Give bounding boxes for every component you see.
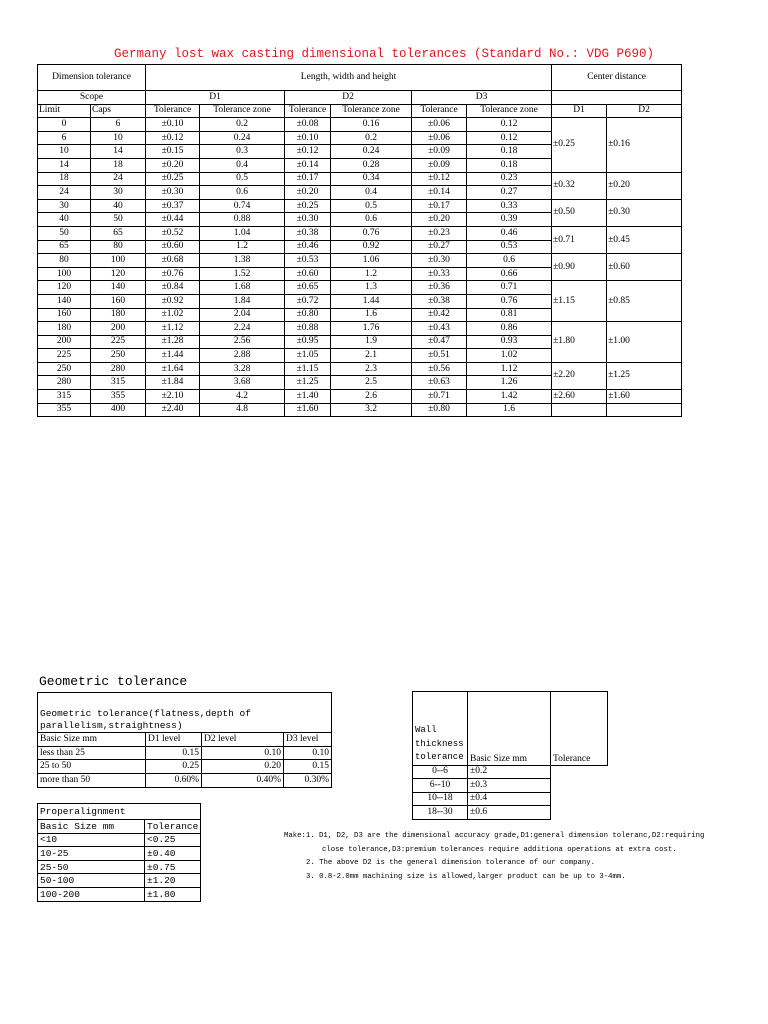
table-row — [38, 254, 682, 268]
geo-col-d1: D1 level — [146, 733, 202, 747]
prop-col-tol: Tolerance — [145, 820, 201, 834]
center-d1-cell: ±0.32 — [552, 172, 607, 199]
center-d1-cell: ±0.71 — [552, 226, 607, 253]
prop-basic-cell: 10-25 — [38, 847, 145, 861]
header-caps: Caps — [91, 104, 146, 118]
d3-tolerance-cell: ±0.56 — [412, 362, 467, 376]
caps-cell: 200 — [91, 322, 146, 336]
geo-header-line2: parallelism,straightness) — [38, 720, 332, 733]
limit-cell: 6 — [38, 131, 91, 145]
note-3: 3. 0.8-2.0mm machining size is allowed,larger product can be up to 3-4mm. — [306, 872, 626, 881]
prop-basic-cell: <10 — [38, 833, 145, 847]
d2-zone-cell: 0.34 — [331, 172, 412, 186]
d3-tolerance-cell: ±0.30 — [412, 254, 467, 268]
caps-cell: 30 — [91, 186, 146, 200]
d2-zone-cell: 0.5 — [331, 199, 412, 213]
d2-tolerance-cell: ±0.08 — [285, 118, 331, 132]
geo-col-d2: D2 level — [202, 733, 284, 747]
d1-tolerance-cell: ±0.15 — [146, 145, 200, 159]
d1-tolerance-cell: ±1.28 — [146, 335, 200, 349]
header-d1-zone: Tolerance zone — [200, 104, 285, 118]
d2-tolerance-cell: ±0.60 — [285, 267, 331, 281]
note-1-cont: close tolerance,D3:premium tolerances require additiona operations at extra cost. — [322, 845, 677, 854]
center-d2-cell: ±0.16 — [607, 118, 682, 172]
geo-d1-cell: 0.60% — [146, 773, 202, 787]
d2-tolerance-cell: ±0.10 — [285, 131, 331, 145]
d1-zone-cell: 1.68 — [200, 281, 285, 295]
center-d1-cell: ±1.15 — [552, 281, 607, 322]
geo-d1-cell: 0.15 — [146, 746, 202, 760]
d2-tolerance-cell: ±1.25 — [285, 376, 331, 390]
caps-cell: 65 — [91, 226, 146, 240]
header-d2-zone: Tolerance zone — [331, 104, 412, 118]
d2-zone-cell: 0.16 — [331, 118, 412, 132]
proper-alignment-table — [37, 803, 201, 902]
d3-tolerance-cell: ±0.43 — [412, 322, 467, 336]
d3-zone-cell: 0.18 — [467, 145, 552, 159]
d3-zone-cell: 1.42 — [467, 390, 552, 404]
d1-tolerance-cell: ±1.02 — [146, 308, 200, 322]
limit-cell: 50 — [38, 226, 91, 240]
d1-zone-cell: 3.68 — [200, 376, 285, 390]
caps-cell: 355 — [91, 390, 146, 404]
center-d1-cell: ±1.80 — [552, 322, 607, 363]
geo-d2-cell: 0.10 — [202, 746, 284, 760]
prop-tol-cell: ±1.80 — [145, 887, 201, 901]
d3-tolerance-cell: ±0.20 — [412, 213, 467, 227]
d1-tolerance-cell: ±2.40 — [146, 403, 200, 417]
center-d1-cell: ±0.90 — [552, 254, 607, 281]
wall-col-tol: Tolerance — [551, 692, 608, 766]
d1-tolerance-cell: ±1.44 — [146, 349, 200, 363]
caps-cell: 225 — [91, 335, 146, 349]
d2-zone-cell: 1.76 — [331, 322, 412, 336]
d2-zone-cell: 0.92 — [331, 240, 412, 254]
d1-tolerance-cell: ±0.60 — [146, 240, 200, 254]
geo-header-line1: Geometric tolerance(flatness,depth of — [38, 693, 332, 720]
caps-cell: 18 — [91, 158, 146, 172]
wall-tol-cell: ±0.4 — [468, 792, 551, 806]
limit-cell: 120 — [38, 281, 91, 295]
table-row — [38, 746, 332, 760]
wall-basic-cell: 10--18 — [413, 792, 468, 806]
d1-zone-cell: 4.2 — [200, 390, 285, 404]
limit-cell: 10 — [38, 145, 91, 159]
table-row — [38, 362, 682, 376]
d3-zone-cell: 0.18 — [467, 158, 552, 172]
caps-cell: 40 — [91, 199, 146, 213]
header-d3: D3 — [412, 91, 552, 105]
d2-tolerance-cell: ±0.20 — [285, 186, 331, 200]
d1-zone-cell: 2.04 — [200, 308, 285, 322]
d3-tolerance-cell: ±0.14 — [412, 186, 467, 200]
d1-tolerance-cell: ±0.10 — [146, 118, 200, 132]
d2-tolerance-cell: ±0.46 — [285, 240, 331, 254]
d1-zone-cell: 1.2 — [200, 240, 285, 254]
d3-tolerance-cell: ±0.33 — [412, 267, 467, 281]
wall-basic-cell: 0--6 — [413, 765, 468, 779]
d2-zone-cell: 2.3 — [331, 362, 412, 376]
d1-tolerance-cell: ±1.12 — [146, 322, 200, 336]
limit-cell: 40 — [38, 213, 91, 227]
d3-zone-cell: 0.23 — [467, 172, 552, 186]
caps-cell: 315 — [91, 376, 146, 390]
limit-cell: 0 — [38, 118, 91, 132]
d2-zone-cell: 1.3 — [331, 281, 412, 295]
d3-zone-cell: 0.33 — [467, 199, 552, 213]
d1-zone-cell: 1.52 — [200, 267, 285, 281]
d3-zone-cell: 0.93 — [467, 335, 552, 349]
geo-col-d3: D3 level — [284, 733, 332, 747]
d1-zone-cell: 0.4 — [200, 158, 285, 172]
d1-zone-cell: 2.56 — [200, 335, 285, 349]
d1-zone-cell: 0.88 — [200, 213, 285, 227]
center-d2-cell: ±0.45 — [607, 226, 682, 253]
d1-tolerance-cell: ±2.10 — [146, 390, 200, 404]
geo-basic-cell: more than 50 — [38, 773, 146, 787]
d1-zone-cell: 0.6 — [200, 186, 285, 200]
prop-tol-cell: ±1.20 — [145, 874, 201, 888]
d1-tolerance-cell: ±0.44 — [146, 213, 200, 227]
note-2: 2. The above D2 is the general dimension tolerance of our company. — [306, 859, 596, 867]
center-d2-cell: ±0.85 — [607, 281, 682, 322]
d1-zone-cell: 1.04 — [200, 226, 285, 240]
d2-zone-cell: 1.9 — [331, 335, 412, 349]
d3-zone-cell: 0.39 — [467, 213, 552, 227]
prop-tol-cell: ±0.40 — [145, 847, 201, 861]
table-row — [413, 806, 608, 820]
d1-zone-cell: 0.2 — [200, 118, 285, 132]
note-1: Make:1. D1, D2, D3 are the dimensional accuracy grade,D1:general dimension toleranc,D2:requiring — [284, 832, 705, 840]
d2-tolerance-cell: ±0.80 — [285, 308, 331, 322]
d1-zone-cell: 4.8 — [200, 403, 285, 417]
caps-cell: 160 — [91, 294, 146, 308]
caps-cell: 50 — [91, 213, 146, 227]
d2-tolerance-cell: ±0.65 — [285, 281, 331, 295]
d1-zone-cell: 3.28 — [200, 362, 285, 376]
d1-tolerance-cell: ±0.52 — [146, 226, 200, 240]
d1-tolerance-cell: ±1.64 — [146, 362, 200, 376]
caps-cell: 24 — [91, 172, 146, 186]
center-d2-cell: ±1.00 — [607, 322, 682, 363]
d1-tolerance-cell: ±0.20 — [146, 158, 200, 172]
notes — [284, 830, 704, 884]
d3-tolerance-cell: ±0.12 — [412, 172, 467, 186]
header-center-distance: Center distance — [552, 65, 682, 91]
wall-tol-cell: ±0.6 — [468, 806, 551, 820]
d3-zone-cell: 0.86 — [467, 322, 552, 336]
center-d1-cell: ±2.20 — [552, 362, 607, 389]
table-row — [38, 773, 332, 787]
table-row — [38, 118, 682, 132]
d3-tolerance-cell: ±0.47 — [412, 335, 467, 349]
d1-tolerance-cell: ±0.30 — [146, 186, 200, 200]
caps-cell: 180 — [91, 308, 146, 322]
d3-zone-cell: 0.27 — [467, 186, 552, 200]
d3-tolerance-cell: ±0.63 — [412, 376, 467, 390]
wall-thickness-table — [412, 691, 608, 820]
d2-zone-cell: 1.44 — [331, 294, 412, 308]
prop-basic-cell: 100-200 — [38, 887, 145, 901]
d1-zone-cell: 2.88 — [200, 349, 285, 363]
caps-cell: 14 — [91, 145, 146, 159]
d2-tolerance-cell: ±0.12 — [285, 145, 331, 159]
limit-cell: 30 — [38, 199, 91, 213]
d3-tolerance-cell: ±0.27 — [412, 240, 467, 254]
caps-cell: 250 — [91, 349, 146, 363]
table-row — [38, 172, 682, 186]
d2-zone-cell: 3.2 — [331, 403, 412, 417]
d3-tolerance-cell: ±0.09 — [412, 158, 467, 172]
limit-cell: 180 — [38, 322, 91, 336]
header-d3-zone: Tolerance zone — [467, 104, 552, 118]
header-center-d2: D2 — [607, 104, 682, 118]
d2-tolerance-cell: ±0.14 — [285, 158, 331, 172]
header-limit: Limit — [38, 104, 91, 118]
header-dimension-tolerance: Dimension tolerance — [38, 65, 146, 91]
d3-zone-cell: 1.12 — [467, 362, 552, 376]
center-d1-cell: ±2.60 — [552, 390, 607, 404]
d3-zone-cell: 1.26 — [467, 376, 552, 390]
geo-d1-cell: 0.25 — [146, 760, 202, 774]
geo-d2-cell: 0.20 — [202, 760, 284, 774]
d3-zone-cell: 0.81 — [467, 308, 552, 322]
geometric-tolerance-title: Geometric tolerance — [39, 674, 188, 689]
header-blank — [552, 91, 682, 105]
d2-zone-cell: 0.4 — [331, 186, 412, 200]
prop-basic-cell: 25-50 — [38, 860, 145, 874]
d3-tolerance-cell: ±0.06 — [412, 118, 467, 132]
prop-tol-cell: <0.25 — [145, 833, 201, 847]
center-d2-cell: ±1.25 — [607, 362, 682, 389]
d3-zone-cell: 0.71 — [467, 281, 552, 295]
wall-label: Wall thickness tolerance — [413, 692, 468, 766]
d3-tolerance-cell: ±0.38 — [412, 294, 467, 308]
d2-tolerance-cell: ±1.05 — [285, 349, 331, 363]
d2-zone-cell: 0.28 — [331, 158, 412, 172]
center-d2-cell: ±0.60 — [607, 254, 682, 281]
d2-zone-cell: 1.6 — [331, 308, 412, 322]
limit-cell: 140 — [38, 294, 91, 308]
wall-basic-cell: 6--10 — [413, 779, 468, 793]
caps-cell: 400 — [91, 403, 146, 417]
d2-tolerance-cell: ±0.72 — [285, 294, 331, 308]
prop-tol-cell: ±0.75 — [145, 860, 201, 874]
limit-cell: 250 — [38, 362, 91, 376]
d2-tolerance-cell: ±0.95 — [285, 335, 331, 349]
geo-d3-cell: 0.30% — [284, 773, 332, 787]
geo-col-basic: Basic Size mm — [38, 733, 146, 747]
d3-tolerance-cell: ±0.42 — [412, 308, 467, 322]
table-row — [38, 403, 682, 417]
d2-zone-cell: 2.5 — [331, 376, 412, 390]
header-d1-tolerance: Tolerance — [146, 104, 200, 118]
d3-zone-cell: 0.12 — [467, 118, 552, 132]
center-d1-cell: ±0.50 — [552, 199, 607, 226]
d3-zone-cell: 0.12 — [467, 131, 552, 145]
d2-tolerance-cell: ±1.15 — [285, 362, 331, 376]
wall-tol-cell: ±0.2 — [468, 765, 551, 779]
d1-tolerance-cell: ±0.92 — [146, 294, 200, 308]
prop-col-basic: Basic Size mm — [38, 820, 145, 834]
d1-zone-cell: 0.74 — [200, 199, 285, 213]
header-center-d1: D1 — [552, 104, 607, 118]
center-d2-cell: ±0.20 — [607, 172, 682, 199]
table-row — [413, 792, 608, 806]
table-row — [38, 833, 201, 847]
d2-tolerance-cell: ±0.30 — [285, 213, 331, 227]
center-d2-cell — [607, 403, 682, 417]
header-length-width-height: Length, width and height — [146, 65, 552, 91]
d3-tolerance-cell: ±0.80 — [412, 403, 467, 417]
d1-tolerance-cell: ±0.68 — [146, 254, 200, 268]
d2-tolerance-cell: ±0.53 — [285, 254, 331, 268]
caps-cell: 80 — [91, 240, 146, 254]
d2-tolerance-cell: ±0.38 — [285, 226, 331, 240]
header-d2: D2 — [285, 91, 412, 105]
d3-tolerance-cell: ±0.09 — [412, 145, 467, 159]
limit-cell: 14 — [38, 158, 91, 172]
d3-zone-cell: 0.53 — [467, 240, 552, 254]
header-d1: D1 — [146, 91, 285, 105]
table-row — [38, 860, 201, 874]
d3-tolerance-cell: ±0.06 — [412, 131, 467, 145]
center-d2-cell: ±0.30 — [607, 199, 682, 226]
header-d3-tolerance: Tolerance — [412, 104, 467, 118]
table-row — [38, 322, 682, 336]
geo-basic-cell: less than 25 — [38, 746, 146, 760]
d2-zone-cell: 1.06 — [331, 254, 412, 268]
d1-zone-cell: 2.24 — [200, 322, 285, 336]
d3-zone-cell: 0.66 — [467, 267, 552, 281]
header-scope: Scope — [38, 91, 146, 105]
wall-basic-cell: 18--30 — [413, 806, 468, 820]
table-row — [413, 779, 608, 793]
d1-zone-cell: 0.3 — [200, 145, 285, 159]
table-row — [38, 199, 682, 213]
limit-cell: 24 — [38, 186, 91, 200]
center-d1-cell: ±0.25 — [552, 118, 607, 172]
caps-cell: 10 — [91, 131, 146, 145]
table-row — [38, 760, 332, 774]
d1-tolerance-cell: ±0.84 — [146, 281, 200, 295]
center-d1-cell — [552, 403, 607, 417]
center-d2-cell: ±1.60 — [607, 390, 682, 404]
wall-col-basic: Basic Size mm — [468, 692, 551, 766]
d3-tolerance-cell: ±0.71 — [412, 390, 467, 404]
d2-tolerance-cell: ±0.88 — [285, 322, 331, 336]
d2-tolerance-cell: ±1.60 — [285, 403, 331, 417]
d3-zone-cell: 0.46 — [467, 226, 552, 240]
header-d2-tolerance: Tolerance — [285, 104, 331, 118]
d2-zone-cell: 0.6 — [331, 213, 412, 227]
limit-cell: 355 — [38, 403, 91, 417]
caps-cell: 100 — [91, 254, 146, 268]
geo-basic-cell: 25 to 50 — [38, 760, 146, 774]
wall-tol-cell: ±0.3 — [468, 779, 551, 793]
limit-cell: 65 — [38, 240, 91, 254]
d3-tolerance-cell: ±0.51 — [412, 349, 467, 363]
caps-cell: 280 — [91, 362, 146, 376]
caps-cell: 6 — [91, 118, 146, 132]
d2-zone-cell: 0.2 — [331, 131, 412, 145]
d2-zone-cell: 1.2 — [331, 267, 412, 281]
d2-zone-cell: 2.6 — [331, 390, 412, 404]
d3-zone-cell: 1.6 — [467, 403, 552, 417]
limit-cell: 100 — [38, 267, 91, 281]
d1-zone-cell: 0.5 — [200, 172, 285, 186]
limit-cell: 80 — [38, 254, 91, 268]
prop-basic-cell: 50-100 — [38, 874, 145, 888]
limit-cell: 18 — [38, 172, 91, 186]
table-row — [38, 887, 201, 901]
d1-zone-cell: 0.24 — [200, 131, 285, 145]
limit-cell: 280 — [38, 376, 91, 390]
d2-zone-cell: 0.24 — [331, 145, 412, 159]
d3-tolerance-cell: ±0.23 — [412, 226, 467, 240]
d1-tolerance-cell: ±1.84 — [146, 376, 200, 390]
d2-tolerance-cell: ±0.17 — [285, 172, 331, 186]
d1-tolerance-cell: ±0.12 — [146, 131, 200, 145]
geometric-tolerance-table — [37, 692, 332, 788]
tolerance-table — [37, 64, 682, 417]
d1-tolerance-cell: ±0.37 — [146, 199, 200, 213]
d3-zone-cell: 0.6 — [467, 254, 552, 268]
geo-d3-cell: 0.15 — [284, 760, 332, 774]
table-row — [38, 847, 201, 861]
d2-zone-cell: 2.1 — [331, 349, 412, 363]
d1-zone-cell: 1.38 — [200, 254, 285, 268]
d1-tolerance-cell: ±0.76 — [146, 267, 200, 281]
caps-cell: 140 — [91, 281, 146, 295]
table-row — [38, 226, 682, 240]
limit-cell: 315 — [38, 390, 91, 404]
d1-tolerance-cell: ±0.25 — [146, 172, 200, 186]
geo-d2-cell: 0.40% — [202, 773, 284, 787]
d2-tolerance-cell: ±1.40 — [285, 390, 331, 404]
prop-header: Properalignment — [38, 804, 201, 820]
geo-d3-cell: 0.10 — [284, 746, 332, 760]
d3-tolerance-cell: ±0.17 — [412, 199, 467, 213]
d1-zone-cell: 1.84 — [200, 294, 285, 308]
d3-zone-cell: 0.76 — [467, 294, 552, 308]
d2-tolerance-cell: ±0.25 — [285, 199, 331, 213]
d3-tolerance-cell: ±0.36 — [412, 281, 467, 295]
caps-cell: 120 — [91, 267, 146, 281]
table-row — [38, 390, 682, 404]
document-title: Germany lost wax casting dimensional tolerances (Standard No.: VDG P690) — [113, 47, 655, 61]
limit-cell: 160 — [38, 308, 91, 322]
limit-cell: 200 — [38, 335, 91, 349]
table-row — [413, 765, 608, 779]
table-row — [38, 874, 201, 888]
d2-zone-cell: 0.76 — [331, 226, 412, 240]
limit-cell: 225 — [38, 349, 91, 363]
table-row — [38, 281, 682, 295]
d3-zone-cell: 1.02 — [467, 349, 552, 363]
